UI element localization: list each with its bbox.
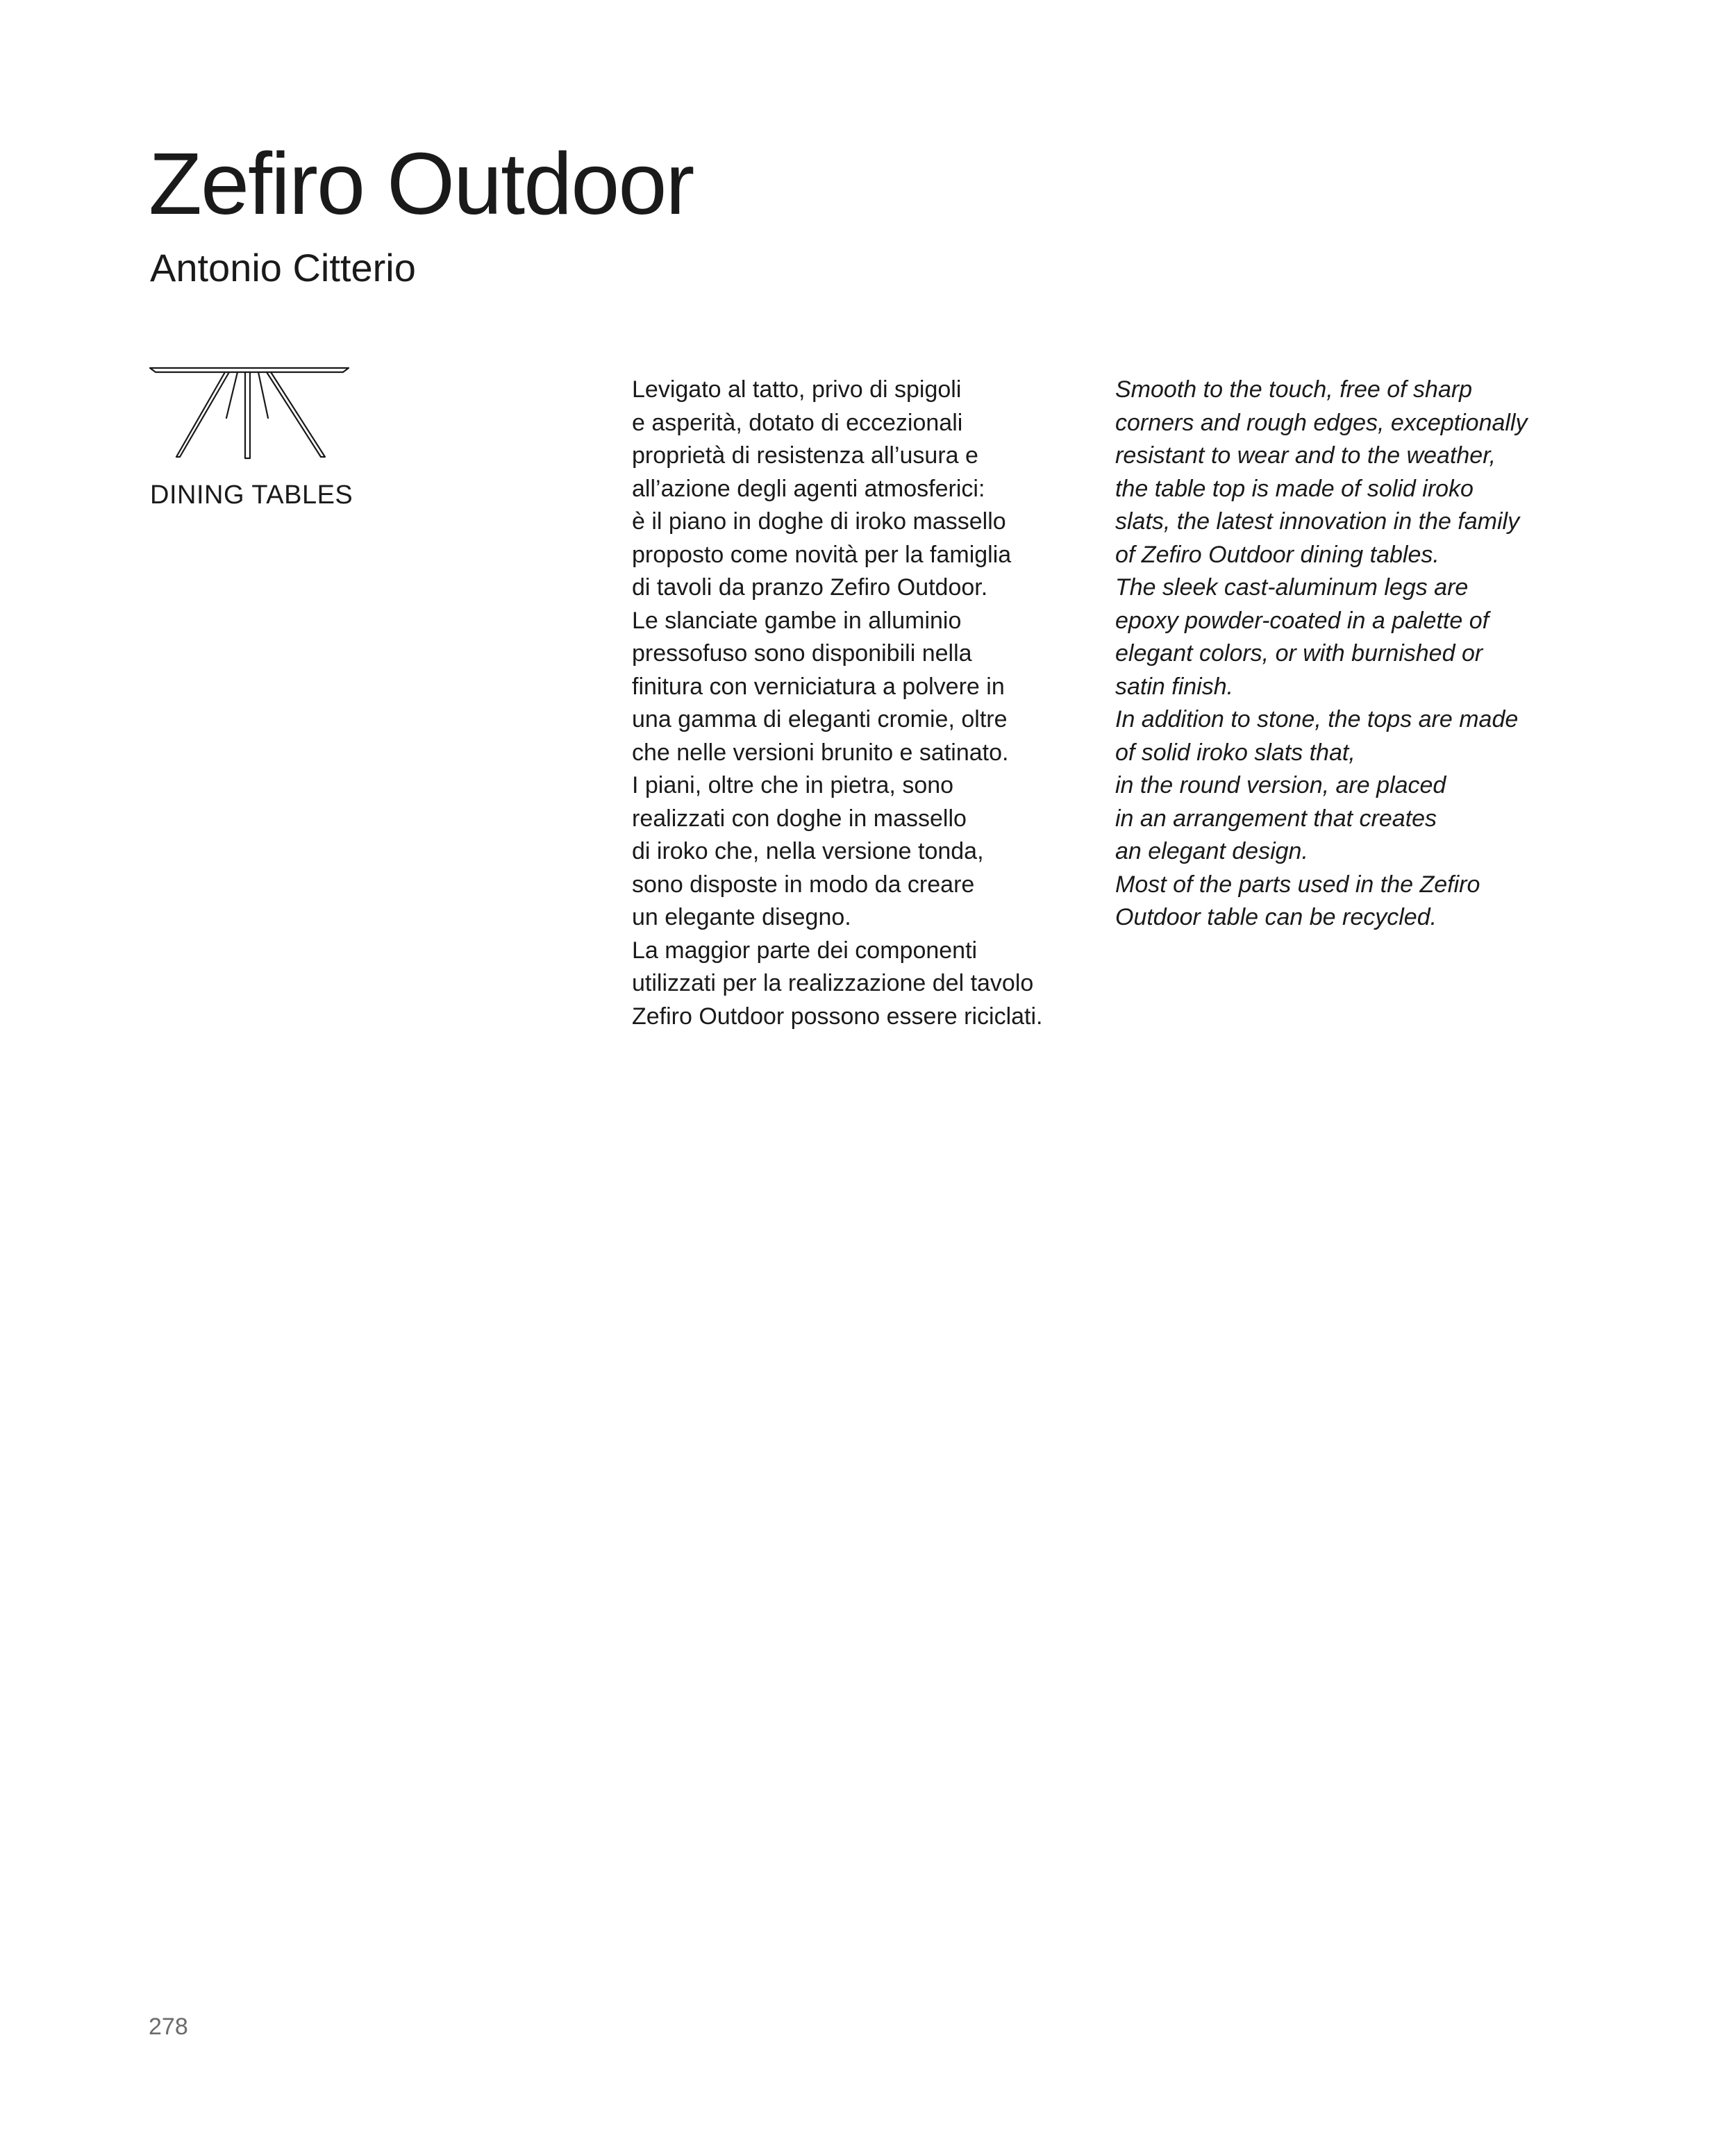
text-line: Smooth to the touch, free of sharp xyxy=(1115,376,1473,403)
text-line: resistant to wear and to the weather, xyxy=(1115,442,1496,469)
text-line: proposto come novità per la famiglia xyxy=(632,541,1012,568)
page-number: 278 xyxy=(149,2014,188,2040)
text-line: an elegant design. xyxy=(1115,838,1308,864)
text-line: epoxy powder-coated in a palette of xyxy=(1115,607,1489,634)
dining-table-icon xyxy=(149,364,350,462)
text-line: Le slanciate gambe in alluminio xyxy=(632,607,962,634)
text-line: In addition to stone, the tops are made xyxy=(1115,706,1519,733)
description-english xyxy=(1115,374,1528,935)
text-line: finitura con verniciatura a polvere in xyxy=(632,673,1005,700)
text-line: utilizzati per la realizzazione del tavolo xyxy=(632,970,1034,996)
text-line: of solid iroko slats that, xyxy=(1115,739,1355,766)
text-line: Zefiro Outdoor possono essere riciclati. xyxy=(632,1003,1043,1030)
category-label: DINING TABLES xyxy=(150,480,353,510)
text-line: che nelle versioni brunito e satinato. xyxy=(632,739,1009,766)
text-line: all’azione degli agenti atmosferici: xyxy=(632,475,985,502)
description-italian xyxy=(632,374,1042,1033)
text-line: realizzati con doghe in massello xyxy=(632,805,967,832)
text-line: The sleek cast-aluminum legs are xyxy=(1115,574,1469,601)
text-line: e asperità, dotato di eccezionali xyxy=(632,409,963,436)
text-line: pressofuso sono disponibili nella xyxy=(632,640,972,667)
text-line: sono disposte in modo da creare xyxy=(632,871,975,898)
text-line: un elegante disegno. xyxy=(632,904,851,930)
text-line: corners and rough edges, exceptionally xyxy=(1115,409,1528,436)
text-line: of Zefiro Outdoor dining tables. xyxy=(1115,541,1439,568)
designer-name: Antonio Citterio xyxy=(150,246,416,290)
text-line: La maggior parte dei componenti xyxy=(632,937,978,964)
text-line: I piani, oltre che in pietra, sono xyxy=(632,772,954,798)
text-line: the table top is made of solid iroko xyxy=(1115,475,1474,502)
page-title: Zefiro Outdoor xyxy=(149,135,694,233)
text-line: di iroko che, nella versione tonda, xyxy=(632,838,984,864)
text-line: è il piano in doghe di iroko massello xyxy=(632,508,1006,535)
text-line: proprietà di resistenza all’usura e xyxy=(632,442,978,469)
text-line: Levigato al tatto, privo di spigoli xyxy=(632,376,962,403)
text-line: Outdoor table can be recycled. xyxy=(1115,904,1437,930)
text-line: satin finish. xyxy=(1115,673,1234,700)
text-line: in an arrangement that creates xyxy=(1115,805,1437,832)
text-line: una gamma di eleganti cromie, oltre xyxy=(632,706,1008,733)
text-line: slats, the latest innovation in the family xyxy=(1115,508,1520,535)
text-line: Most of the parts used in the Zefiro xyxy=(1115,871,1480,898)
text-line: in the round version, are placed xyxy=(1115,772,1446,798)
text-line: di tavoli da pranzo Zefiro Outdoor. xyxy=(632,574,988,601)
text-line: elegant colors, or with burnished or xyxy=(1115,640,1483,667)
